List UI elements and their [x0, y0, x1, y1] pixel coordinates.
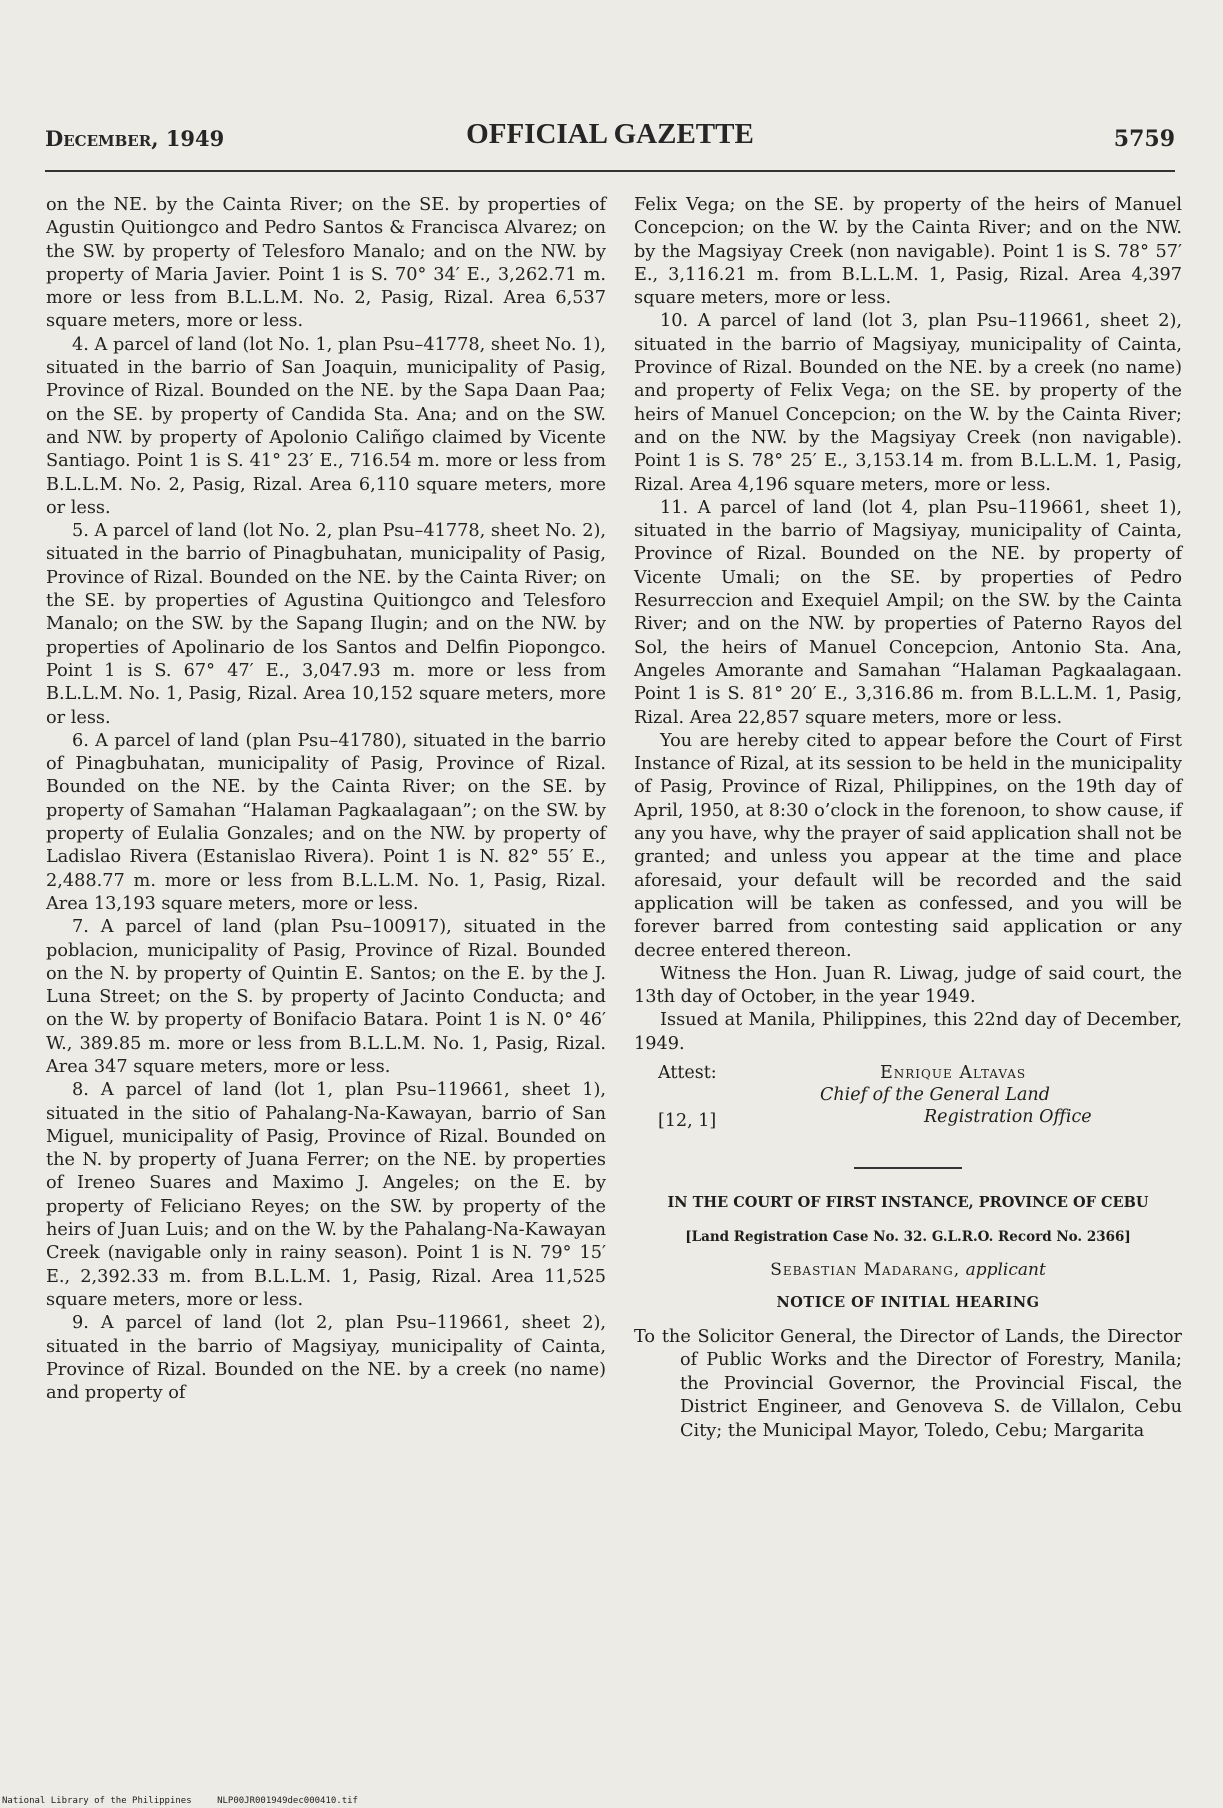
page-number: 5759 — [1113, 126, 1175, 152]
paragraph-parcel-6: 6. A parcel of land (plan Psu–41780), situated in the barrio of Pinagbuhatan, municipality of Pasig, Province of Rizal. Bounded on the NE. by the Cainta River; on the SE. by property of Samahan “Halaman Pagkaalagaan”; on the SW. by property of Eulalia Gonzales; and on the NW. by property of Ladislao Rivera (Estanislao Rivera). Point 1 is N. 82° 55′ E., 2,488.77 m. more or less from B.L.L.M. No. 1, Pasig, Rizal. Area 13,193 square meters, more or less. — [46, 730, 606, 914]
attest-reference: [12, 1] — [658, 1110, 717, 1131]
paragraph-continued: Felix Vega; on the SE. by property of the heirs of Manuel Concepcion; on the W. by the Cainta River; and on the NW. by the Magsiyay Creek (non navigable). Point 1 is S. 78° 57′ E., 3,116.21 m. from B.L.L.M. 1, Pasig, Rizal. Area 4,397 square meters, more or less. — [634, 195, 1182, 309]
paragraph-parcel-4: 4. A parcel of land (lot No. 1, plan Psu–41778, sheet No. 1), situated in the barrio of San Joaquin, municipality of Pasig, Province of Rizal. Bounded on the NE. by the Sapa Daan Paa; on the SE. by property of Candida Sta. Ana; and on the SW. and NW. by property of Apolonio Caliñgo claimed by Vicente Santiago. Point 1 is S. 41° 23′ E., 716.54 m. more or less from B.L.L.M. No. 2, Pasig, Rizal. Area 6,110 square meters, more or less. — [46, 334, 606, 518]
paragraph-parcel-5: 5. A parcel of land (lot No. 2, plan Psu–41778, sheet No. 2), situated in the barrio of Pinagbuhatan, municipality of Pasig, Province of Rizal. Bounded on the NE. by the Cainta River; on the SE. by properties of Agustina Quitiongco and Telesforo Manalo; on the SW. by the Sapang Ilugin; and on the NW. by properties of Apolinario de los Santos and Delfin Piopongco. Point 1 is S. 67° 47′ E., 3,047.93 m. more or less from B.L.L.M. No. 1, Pasig, Rizal. Area 10,152 square meters, more or less. — [46, 521, 606, 728]
scan-footer — [2, 1796, 378, 1806]
footer-library: National Library of the Philippines — [2, 1796, 192, 1806]
section-divider — [854, 1167, 962, 1169]
footer-file: NLP00JR001949dec000410.tif — [217, 1796, 358, 1806]
attest-label: Attest: — [658, 1062, 717, 1083]
paragraph-citation: You are hereby cited to appear before the Court of First Instance of Rizal, at its session to be held in the municipality of Pasig, Province of Rizal, Philippines, on the 19th day of April, 1950, at 8:30 o’clock in the forenoon, to show cause, if any you have, why the prayer of said application shall not be granted; and unless you appear at the time and place aforesaid, your default will be recorded and the said application will be taken as confessed, and you will be forever barred from contesting said application or any decree entered thereon. — [634, 730, 1182, 961]
paragraph-witness: Witness the Hon. Juan R. Liwag, judge of said court, the 13th day of October, in the year 1949. — [634, 963, 1182, 1008]
paragraph-parcel-8: 8. A parcel of land (lot 1, plan Psu–119661, sheet 1), situated in the sitio of Pahalang-Na-Kawayan, barrio of San Miguel, municipality of Pasig, Province of Rizal. Bounded on the N. by property of Juana Ferrer; on the NE. by properties of Ireneo Suares and Maximo J. Angeles; on the E. by property of Feliciano Reyes; on the SW. by property of the heirs of Juan Luis; and on the W. by the Pahalang-Na-Kawayan Creek (navigable only in rainy season). Point 1 is N. 79° 15′ E., 2,392.33 m. from B.L.L.M. 1, Pasig, Rizal. Area 11,525 square meters, more or less. — [46, 1080, 606, 1310]
attest-title-line1: Chief of the General Land — [820, 1084, 1050, 1105]
paragraph-parcel-9: 9. A parcel of land (lot 2, plan Psu–119661, sheet 2), situated in the barrio of Magsiyay, municipality of Cainta, Province of Rizal. Bounded on the NE. by a creek (no name) and property of — [46, 1313, 606, 1404]
paragraph-parcel-7: 7. A parcel of land (plan Psu–100917), situated in the poblacion, municipality of Pasig, Province of Rizal. Bounded on the N. by property of Quintin E. Santos; on the E. by the J. Luna Street; on the S. by property of Jacinto Conducta; and on the W. by property of Bonifacio Batara. Point 1 is N. 0° 46′ W., 389.85 m. more or less from B.L.L.M. No. 1, Pasig, Rizal. Area 347 square meters, more or less. — [46, 917, 606, 1077]
applicant-name: Sebastian Madarang, — [770, 1260, 961, 1281]
page-header — [45, 118, 1175, 158]
header-date: December, 1949 — [45, 126, 225, 151]
paragraph-parcel-11: 11. A parcel of land (lot 4, plan Psu–119661, sheet 1), situated in the barrio of Magsiyay, municipality of Cainta, Province of Rizal. Bounded on the NE. by property of Vicente Umali; on the SE. by properties of Pedro Resurreccion and Exequiel Ampil; on the SW. by the Cainta River; and on the NW. by properties of Paterno Rayos del Sol, the heirs of Manuel Concepcion, Antonio Sta. Ana, Angeles Amorante and Samahan “Halaman Pagkaalagaan. Point 1 is S. 81° 20′ E., 3,316.86 m. from B.L.L.M. 1, Pasig, Rizal. Area 22,857 square meters, more or less. — [634, 497, 1182, 728]
header-rule — [45, 170, 1175, 172]
header-title: OFFICIAL GAZETTE — [466, 118, 754, 150]
attest-name: Enrique Altavas — [880, 1062, 1027, 1083]
court-heading: IN THE COURT OF FIRST INSTANCE, PROVINCE OF CEBU — [667, 1193, 1149, 1211]
applicant-role: applicant — [965, 1260, 1046, 1281]
applicant-line — [634, 1259, 1182, 1282]
paragraph-continued: on the NE. by the Cainta River; on the SE. by properties of Agustin Quitiongco and Pedro Santos & Francisca Alvarez; on the SW. by property of Telesforo Manalo; and on the NW. by property of Maria Javier. Point 1 is S. 70° 34′ E., 3,262.71 m. more or less from B.L.L.M. No. 2, Pasig, Rizal. Area 6,537 square meters, more or less. — [46, 195, 606, 332]
addressees-paragraph: To the Solicitor General, the Director of Lands, the Director of Public Works and the Director of Forestry, Manila; the Provincial Governor, the Provincial Fiscal, the District Engineer, and Genoveva S. de Villalon, Cebu City; the Municipal Mayor, Toledo, Cebu; Margarita — [634, 1326, 1182, 1441]
notice-title: NOTICE OF INITIAL HEARING — [776, 1293, 1040, 1311]
attest-title-line2: Registration Office — [924, 1106, 1092, 1127]
paragraph-issued: Issued at Manila, Philippines, this 22nd day of December, 1949. — [634, 1010, 1182, 1054]
left-column — [46, 194, 606, 1405]
right-column — [634, 194, 1182, 1443]
paragraph-parcel-10: 10. A parcel of land (lot 3, plan Psu–119661, sheet 2), situated in the barrio of Magsiyay, municipality of Cainta, Province of Rizal. Bounded on the NE. by a creek (no name) and property of Felix Vega; on the SE. by property of the heirs of Manuel Concepcion; on the W. by the Cainta River; and on the NW. by the Magsiyay Creek (non navigable). Point 1 is S. 78° 25′ E., 3,153.14 m. from B.L.L.M. 1, Pasig, Rizal. Area 4,196 square meters, more or less. — [634, 311, 1182, 495]
case-heading: [Land Registration Case No. 32. G.L.R.O. Record No. 2366] — [685, 1228, 1131, 1245]
attest-block — [634, 1062, 1182, 1137]
